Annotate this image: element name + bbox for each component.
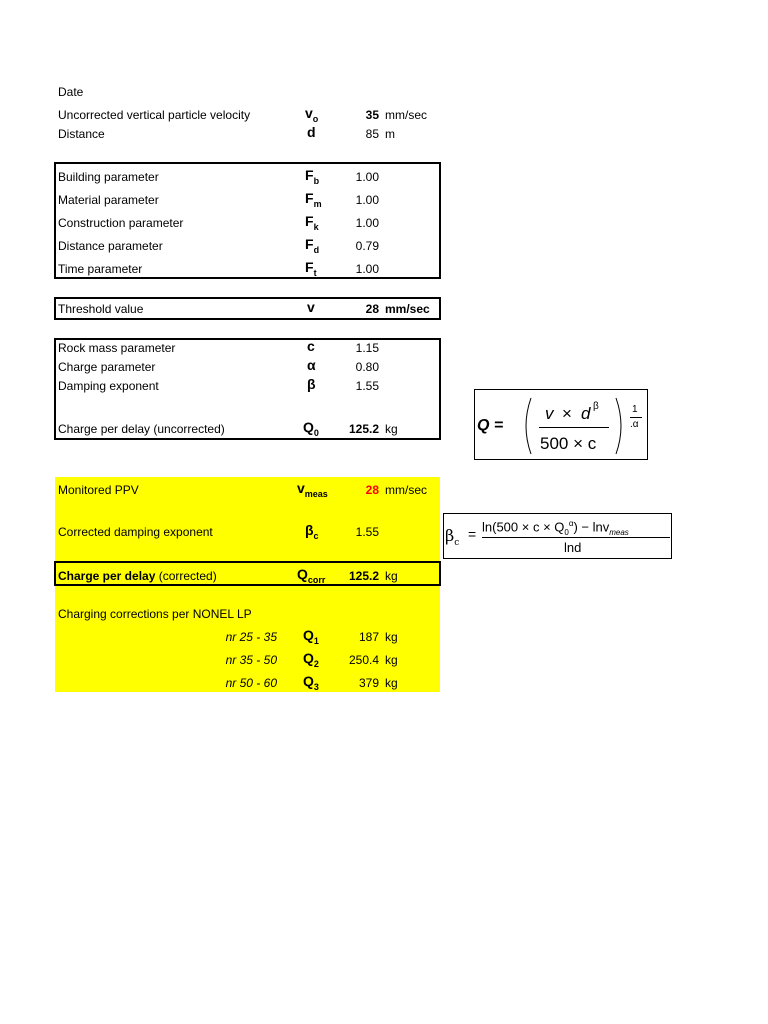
param-value: 1.00 — [355, 262, 379, 276]
param-symbol: $F_m$ — [305, 190, 322, 209]
param-symbol: $F_t$ — [305, 259, 317, 278]
correction-row — [0, 673, 768, 694]
correction-symbol: $Q_1$ — [303, 627, 319, 646]
rock-symbol: β — [307, 376, 316, 392]
formula-beta-lhs: $\beta_c$ — [445, 526, 460, 549]
rock-label: Damping exponent — [58, 379, 159, 393]
charge-corrected-unit: kg — [385, 569, 398, 583]
monitored-unit: mm/sec — [385, 483, 427, 497]
rock-label: Charge parameter — [58, 360, 156, 374]
velocity-label: Uncorrected vertical particle velocity — [58, 108, 251, 122]
distance-value: 85 — [365, 127, 379, 141]
charge-uncorrected-symbol: $Q_0$ — [303, 419, 319, 438]
threshold-label: Threshold value — [58, 302, 144, 316]
correction-row — [0, 650, 768, 671]
formula-q-exp-num: 1 — [632, 404, 638, 415]
param-label: Time parameter — [58, 262, 143, 276]
corrected-damping-symbol: $\beta_c$ — [305, 522, 319, 541]
param-value: 1.00 — [355, 170, 379, 184]
formula-q-den: 500 × c — [540, 434, 597, 453]
formula-q-paren-right-icon — [614, 396, 628, 456]
date-row — [0, 85, 768, 103]
charge-uncorrected-row — [0, 419, 768, 440]
param-symbol: $F_b$ — [305, 167, 320, 186]
correction-value: 379 — [358, 676, 379, 690]
formula-beta-num-a: $\ln(500 \times c \times Q_0^\alpha) - \ln v_{meas}$ — [482, 519, 629, 537]
formula-beta-fraction-line — [482, 537, 670, 538]
monitored-symbol: $v_{meas}$ — [297, 480, 328, 499]
velocity-row — [0, 105, 768, 126]
corrections-title-row — [0, 607, 768, 625]
correction-range: nr 35 - 50 — [225, 653, 277, 667]
formula-q-paren-left-icon — [519, 396, 533, 456]
formula-q-exp-den: .α — [630, 419, 639, 430]
charge-uncorrected-label: Charge per delay (uncorrected) — [58, 422, 225, 436]
param-label: Material parameter — [58, 193, 159, 207]
threshold-row — [0, 299, 768, 320]
corrected-damping-label: Corrected damping exponent — [58, 525, 213, 539]
rock-row — [0, 338, 768, 359]
monitored-row — [0, 480, 768, 501]
correction-unit: kg — [385, 676, 398, 690]
correction-row — [0, 627, 768, 648]
date-label: Date — [58, 85, 84, 99]
formula-q-num-times: × — [562, 404, 572, 423]
correction-unit: kg — [385, 630, 398, 644]
charge-corrected-label: Charge per delay (corrected) — [58, 569, 217, 583]
param-label: Building parameter — [58, 170, 159, 184]
param-row — [0, 259, 768, 280]
threshold-unit: mm/sec — [385, 302, 430, 316]
monitored-value: 28 — [365, 483, 379, 497]
distance-unit: m — [385, 127, 395, 141]
monitored-label: Monitored PPV — [58, 483, 139, 497]
formula-q-beta: β — [593, 401, 599, 412]
formula-beta-den: lnd — [564, 540, 582, 555]
velocity-value: 35 — [365, 108, 379, 122]
rock-value: 1.55 — [355, 379, 379, 393]
formula-q-num-v: v — [545, 404, 554, 423]
rock-value: 1.15 — [355, 341, 379, 355]
distance-row — [0, 124, 768, 145]
threshold-value: 28 — [365, 302, 379, 316]
corrections-title: Charging corrections per NONEL LP — [58, 607, 252, 621]
formula-q-exp-line — [630, 417, 642, 418]
correction-unit: kg — [385, 653, 398, 667]
corrected-damping-value: 1.55 — [355, 525, 379, 539]
param-row — [0, 213, 768, 234]
formula-q-num-d: d — [581, 404, 591, 423]
param-row — [0, 190, 768, 211]
param-row — [0, 236, 768, 257]
correction-range: nr 50 - 60 — [225, 676, 277, 690]
param-symbol: $F_k$ — [305, 213, 319, 232]
distance-symbol: d — [307, 124, 316, 140]
param-value: 1.00 — [355, 193, 379, 207]
param-value: 1.00 — [355, 216, 379, 230]
charge-corrected-row — [0, 566, 768, 587]
charge-uncorrected-value: 125.2 — [348, 422, 379, 436]
rock-row — [0, 376, 768, 397]
velocity-unit: mm/sec — [385, 108, 427, 122]
param-value: 0.79 — [355, 239, 379, 253]
correction-symbol: $Q_2$ — [303, 650, 319, 669]
rock-value: 0.80 — [355, 360, 379, 374]
rock-row — [0, 357, 768, 378]
correction-symbol: $Q_3$ — [303, 673, 319, 692]
param-label: Construction parameter — [58, 216, 184, 230]
formula-q-box — [474, 389, 648, 460]
threshold-symbol: v — [307, 299, 315, 315]
correction-range: nr 25 - 35 — [225, 630, 277, 644]
rock-label: Rock mass parameter — [58, 341, 176, 355]
charge-corrected-symbol: $Q_{corr}$ — [297, 566, 326, 585]
correction-value: 250.4 — [348, 653, 379, 667]
param-label: Distance parameter — [58, 239, 163, 253]
velocity-symbol: $v_o$ — [305, 105, 319, 124]
charge-uncorrected-unit: kg — [385, 422, 398, 436]
param-symbol: $F_d$ — [305, 236, 320, 255]
formula-beta-eq: = — [468, 526, 477, 542]
rock-symbol: c — [307, 338, 315, 354]
rock-symbol: α — [307, 357, 316, 373]
charge-corrected-value: 125.2 — [348, 569, 379, 583]
correction-value: 187 — [358, 630, 379, 644]
formula-beta-box — [443, 513, 672, 559]
formula-q-fraction-line — [539, 427, 609, 428]
distance-label: Distance — [58, 127, 105, 141]
formula-q-lhs: Q = — [477, 417, 504, 434]
param-row — [0, 167, 768, 188]
